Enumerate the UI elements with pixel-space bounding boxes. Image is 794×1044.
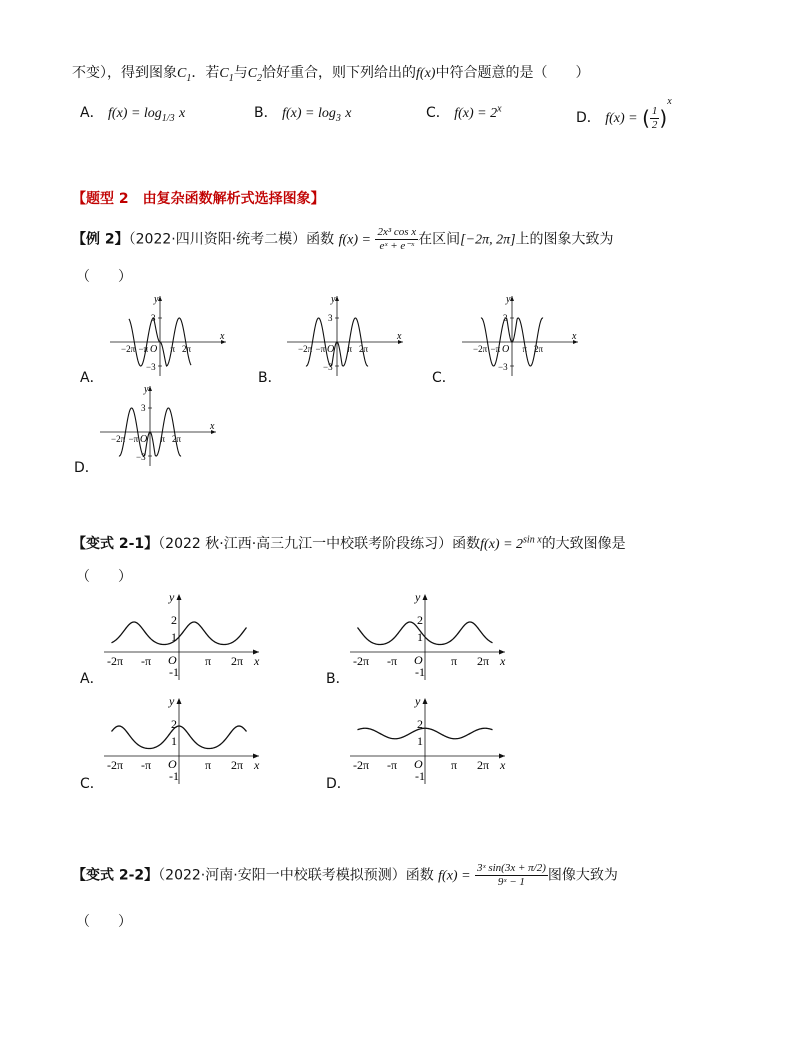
- tick-label-mpi: -π: [387, 758, 398, 772]
- fx-symbol: f(x): [416, 66, 436, 81]
- example-2-line: [72, 226, 614, 253]
- tick-label-3: 3: [151, 313, 156, 323]
- tick-label-neg3: −3: [323, 362, 333, 372]
- text: 中符合题意的是（ ）: [435, 65, 590, 81]
- tick-label-neg1: -1: [415, 769, 425, 783]
- denominator: 2: [651, 118, 658, 131]
- y-label: y: [169, 694, 175, 708]
- numerator: 2x³ cos x: [377, 226, 417, 238]
- numerator: 1: [651, 104, 658, 117]
- c1-symbol: C: [177, 66, 187, 81]
- section-title: 【题型 2 由复杂函数解析式选择图象】: [72, 191, 325, 207]
- denominator: 9ˣ − 1: [497, 876, 525, 888]
- y-arrow: [158, 296, 162, 301]
- tick-label-m2pi: −2π: [111, 434, 126, 444]
- y-label: y: [169, 590, 175, 604]
- text: 上的图象大致为: [515, 231, 614, 248]
- y-arrow: [148, 386, 152, 391]
- log-base: 3: [335, 112, 341, 124]
- y-label: y: [331, 294, 336, 305]
- option-var: x: [179, 106, 186, 121]
- tick-label-m2pi: −2π: [121, 344, 136, 354]
- option-a-label[interactable]: A．: [80, 370, 104, 386]
- option-d-label[interactable]: D．: [74, 460, 99, 476]
- origin-label: O: [502, 344, 510, 355]
- tick-label-3: 3: [503, 313, 508, 323]
- x-label: x: [210, 421, 215, 432]
- tick-label-1: 1: [417, 734, 423, 748]
- tick-label-mpi: -π: [141, 654, 152, 668]
- y-label: y: [144, 384, 149, 395]
- tick-label-m2pi: -2π: [353, 654, 370, 668]
- option-c-label[interactable]: C．: [80, 776, 104, 792]
- option-d-label[interactable]: D．: [326, 776, 351, 792]
- y-label: y: [506, 294, 511, 305]
- c1-symbol: C: [219, 66, 229, 81]
- tick-label-pi: π: [160, 434, 166, 444]
- tick-label-mpi: −π: [315, 344, 326, 354]
- y-arrow: [177, 698, 182, 704]
- tick-label-pi: π: [347, 344, 353, 354]
- x-label: x: [572, 331, 577, 342]
- example-tag: 【例 2】: [72, 231, 129, 248]
- option-c[interactable]: [426, 102, 502, 122]
- tick-label-m2pi: -2π: [353, 758, 370, 772]
- text: 恰好重合，则下列给出的: [262, 65, 417, 81]
- sub: 1: [186, 72, 192, 84]
- origin-label: O: [168, 757, 177, 771]
- option-a-label[interactable]: A．: [80, 671, 104, 687]
- tick-label-pi: π: [205, 758, 212, 772]
- option-label: A．: [80, 105, 104, 121]
- tick-label-1: 1: [171, 734, 177, 748]
- text: 的大致图像是: [541, 536, 626, 552]
- y-arrow: [335, 296, 339, 301]
- fraction: [375, 226, 418, 253]
- tick-label-pi: π: [205, 654, 212, 668]
- tick-label-neg1: -1: [169, 769, 179, 783]
- tick-label-2pi: 2π: [477, 758, 490, 772]
- tick-label-mpi: −π: [138, 344, 149, 354]
- tick-label-2pi: 2π: [534, 344, 544, 354]
- tick-label-mpi: -π: [141, 758, 152, 772]
- origin-label: O: [414, 653, 423, 667]
- sub: 2: [257, 72, 263, 84]
- fx-symbol: f(x) =: [338, 232, 371, 248]
- x-label: x: [500, 758, 506, 772]
- graph-c: [460, 292, 585, 377]
- tick-label-m2pi: −2π: [298, 344, 313, 354]
- variant-tag: 【变式 2-2】: [72, 867, 159, 884]
- variant-source: （2022·河南·安阳一中校联考模拟预测）函数: [158, 867, 434, 884]
- tick-label-2pi: 2π: [231, 654, 244, 668]
- paren-left: (: [642, 106, 650, 130]
- tick-label-2pi: 2π: [182, 344, 192, 354]
- y-label: y: [154, 294, 159, 305]
- tick-label-neg3: −3: [498, 362, 508, 372]
- answer-paren: （ ）: [76, 269, 132, 285]
- tick-label-m2pi: −2π: [473, 344, 488, 354]
- variant-2-2-line: [72, 862, 618, 889]
- exponent: sin x: [523, 534, 542, 546]
- origin-label: O: [327, 344, 335, 355]
- option-b[interactable]: [254, 102, 352, 124]
- tick-label-mpi: -π: [387, 654, 398, 668]
- origin-label: O: [168, 653, 177, 667]
- variant-2-1-line: [72, 533, 626, 553]
- variant-tag: 【变式 2-1】: [72, 536, 159, 552]
- y-arrow: [423, 698, 428, 704]
- tick-label-pi: π: [451, 654, 458, 668]
- tick-label-mpi: −π: [128, 434, 139, 444]
- tick-label-1: 1: [417, 630, 423, 644]
- tick-label-2: 2: [417, 613, 423, 627]
- origin-label: O: [140, 434, 148, 445]
- tick-label-2: 2: [171, 717, 177, 731]
- tick-label-neg3: −3: [146, 362, 156, 372]
- option-a[interactable]: [80, 102, 185, 124]
- text: ．若: [191, 65, 220, 81]
- option-label: D．: [576, 110, 601, 126]
- tick-label-m2pi: -2π: [107, 758, 124, 772]
- tick-label-pi: π: [522, 344, 528, 354]
- tick-label-2pi: 2π: [231, 758, 244, 772]
- question-continuation-line: [72, 62, 589, 84]
- text: 不变），得到图象: [72, 65, 177, 81]
- interval: [−2π, 2π]: [460, 232, 516, 248]
- c2-symbol: C: [247, 66, 258, 81]
- tick-label-neg3: −3: [136, 452, 146, 462]
- text: 在区间: [418, 231, 461, 248]
- origin-label: O: [150, 344, 158, 355]
- graph-variant-c: [104, 696, 264, 786]
- answer-paren: （ ）: [76, 569, 132, 585]
- graph-a: [108, 292, 233, 377]
- numerator: 3ˣ sin(3x + π/2): [476, 862, 546, 874]
- y-label: y: [415, 694, 421, 708]
- paren-right: ): [659, 106, 668, 130]
- tick-label-mpi: −π: [490, 344, 501, 354]
- option-expr: f(x) =: [605, 111, 638, 126]
- option-c-label[interactable]: C．: [432, 370, 456, 386]
- text: 图像大致为: [547, 867, 618, 884]
- origin-label: O: [414, 757, 423, 771]
- log-base: 1/3: [161, 112, 175, 124]
- fraction: [650, 105, 660, 132]
- x-label: x: [254, 654, 260, 668]
- tick-label-1: 1: [171, 630, 177, 644]
- tick-label-2pi: 2π: [477, 654, 490, 668]
- option-b-label[interactable]: B．: [258, 370, 282, 386]
- option-b-label[interactable]: B．: [326, 671, 350, 687]
- graph-variant-a: [104, 592, 264, 682]
- y-arrow: [423, 594, 428, 600]
- tick-label-2: 2: [171, 613, 177, 627]
- graph-d: [98, 382, 223, 467]
- tick-label-2pi: 2π: [359, 344, 369, 354]
- tick-label-pi: π: [170, 344, 176, 354]
- tick-label-2pi: 2π: [172, 434, 182, 444]
- exponent: x: [667, 96, 672, 107]
- tick-label-pi: π: [451, 758, 458, 772]
- option-d[interactable]: [576, 96, 672, 132]
- option-expr: f(x) = log: [108, 106, 162, 121]
- tick-label-neg1: -1: [415, 665, 425, 679]
- graph-variant-b: [350, 592, 510, 682]
- answer-paren: （ ）: [76, 914, 132, 930]
- example-source: （2022·四川资阳·统考二模）函数: [128, 231, 335, 248]
- exponent: x: [497, 103, 502, 115]
- fx-symbol: f(x) = 2: [480, 537, 524, 552]
- denominator: eˣ + e⁻ˣ: [379, 240, 415, 252]
- y-arrow: [177, 594, 182, 600]
- tick-label-m2pi: -2π: [107, 654, 124, 668]
- x-label: x: [397, 331, 402, 342]
- y-label: y: [415, 590, 421, 604]
- option-label: B．: [254, 105, 278, 121]
- option-var: x: [345, 106, 352, 121]
- fx-symbol: f(x) =: [438, 868, 471, 884]
- option-expr: f(x) = log: [282, 106, 336, 121]
- option-label: C．: [426, 105, 450, 121]
- graph-b: [285, 292, 410, 377]
- x-label: x: [254, 758, 260, 772]
- x-label: x: [500, 654, 506, 668]
- tick-label-3: 3: [328, 313, 333, 323]
- fraction: [475, 862, 548, 889]
- text: 与: [233, 65, 248, 81]
- variant-source: （2022 秋·江西·高三九江一中校联考阶段练习）函数: [158, 536, 481, 552]
- tick-label-neg1: -1: [169, 665, 179, 679]
- graph-variant-d: [350, 696, 510, 786]
- y-arrow: [510, 296, 514, 301]
- tick-label-2: 2: [417, 717, 423, 731]
- sub: 1: [228, 72, 234, 84]
- tick-label-3: 3: [141, 403, 146, 413]
- x-label: x: [220, 331, 225, 342]
- option-expr: f(x) = 2: [454, 106, 498, 121]
